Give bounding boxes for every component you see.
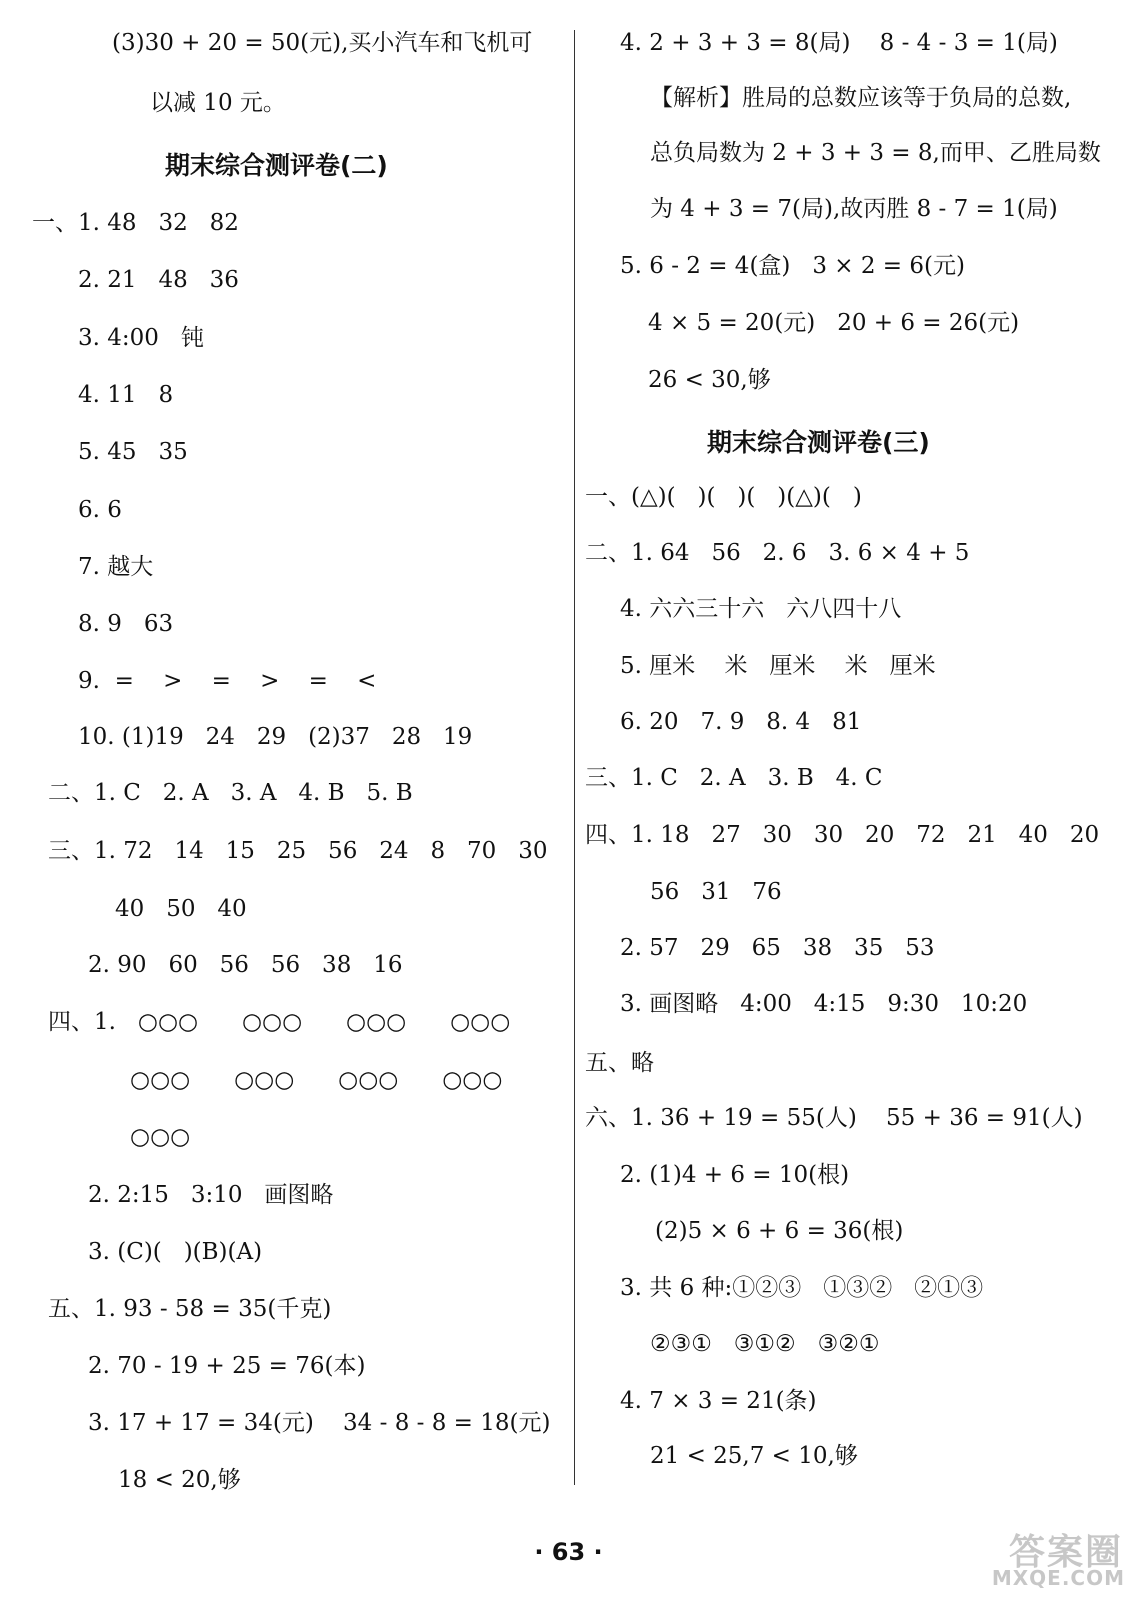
answer-line: 4. 11 8 <box>78 382 174 408</box>
watermark-logo <box>979 1524 1129 1594</box>
page-number: · 63 · <box>534 1538 603 1566</box>
answer-line: 4. 六六三十六 六八四十八 <box>620 596 902 622</box>
answer-line: 一、(△)( )( )( )(△)( ) <box>585 484 862 510</box>
answer-line: 3. 4:00 钝 <box>78 325 204 351</box>
answer-line: 2. 57 29 65 38 35 53 <box>620 935 935 961</box>
section-title: 期末综合测评卷(三) <box>707 428 930 457</box>
answer-line: 7. 越大 <box>78 554 154 580</box>
answer-line: 26 < 30,够 <box>648 367 771 393</box>
answer-line: 8. 9 63 <box>78 611 174 637</box>
answer-line: 4 × 5 = 20(元) 20 + 6 = 26(元) <box>648 310 1020 336</box>
watermark-text: 答案圈 <box>1008 1532 1123 1573</box>
answer-line: 五、略 <box>585 1050 654 1076</box>
answer-line: 三、1. 72 14 15 25 56 24 8 70 30 <box>48 838 548 864</box>
answer-line: 3. 画图略 4:00 4:15 9:30 10:20 <box>620 991 1028 1017</box>
answer-line: ②③① ③①② ③②① <box>650 1331 880 1357</box>
answer-line: 2. 70 - 19 + 25 = 76(本) <box>88 1353 366 1379</box>
watermark-url: MXQE.COM <box>991 1566 1125 1590</box>
answer-line: 2. (1)4 + 6 = 10(根) <box>620 1162 850 1188</box>
answer-line: 6. 20 7. 9 8. 4 81 <box>620 709 862 735</box>
circle-row: ○○○ <box>130 1124 191 1150</box>
answer-line: 18 < 20,够 <box>118 1467 241 1493</box>
answer-line: 4. 7 × 3 = 21(条) <box>620 1388 817 1414</box>
answer-line: 21 < 25,7 < 10,够 <box>650 1443 858 1469</box>
answer-line: 5. 45 35 <box>78 439 188 465</box>
answer-line: 五、1. 93 - 58 = 35(千克) <box>48 1296 332 1322</box>
answer-line: 56 31 76 <box>650 879 782 905</box>
answer-line: 5. 厘米 米 厘米 米 厘米 <box>620 653 936 679</box>
circle-row: 四、1. ○○○ ○○○ ○○○ ○○○ <box>48 1009 511 1035</box>
explanation-line: 【解析】胜局的总数应该等于负局的总数, <box>650 85 1072 111</box>
answer-line: 二、1. 64 56 2. 6 3. 6 × 4 + 5 <box>585 540 970 566</box>
answer-line: 3. (C)( )(B)(A) <box>88 1239 263 1265</box>
explanation-line: 为 4 + 3 = 7(局),故丙胜 8 - 7 = 1(局) <box>650 196 1058 222</box>
answer-line: 5. 6 - 2 = 4(盒) 3 × 2 = 6(元) <box>620 253 965 279</box>
answer-line: 二、1. C 2. A 3. A 4. B 5. B <box>48 780 413 806</box>
answer-line: 四、1. 18 27 30 30 20 72 21 40 20 <box>585 822 1100 848</box>
answer-line: 6. 6 <box>78 497 122 523</box>
answer-line: 三、1. C 2. A 3. B 4. C <box>585 765 883 791</box>
column-divider <box>574 30 575 1485</box>
answer-line: 2. 2:15 3:10 画图略 <box>88 1182 334 1208</box>
answer-line: 4. 2 + 3 + 3 = 8(局) 8 - 4 - 3 = 1(局) <box>620 30 1058 56</box>
answer-line: 9. = > = > = < <box>78 668 377 694</box>
circle-row: ○○○ ○○○ ○○○ ○○○ <box>130 1067 503 1093</box>
answer-line: (3)30 + 20 = 50(元),买小汽车和飞机可 <box>112 30 533 56</box>
answer-line: 3. 17 + 17 = 34(元) 34 - 8 - 8 = 18(元) <box>88 1410 551 1436</box>
answer-line: 以减 10 元。 <box>150 90 286 116</box>
answer-line: 六、1. 36 + 19 = 55(人) 55 + 36 = 91(人) <box>585 1105 1083 1131</box>
answer-line: 一、1. 48 32 82 <box>32 210 239 236</box>
answer-line: 3. 共 6 种:①②③ ①③② ②①③ <box>620 1275 984 1301</box>
answer-line: (2)5 × 6 + 6 = 36(根) <box>655 1218 904 1244</box>
answer-line: 10. (1)19 24 29 (2)37 28 19 <box>78 724 473 750</box>
answer-line: 2. 90 60 56 56 38 16 <box>88 952 403 978</box>
answer-line: 2. 21 48 36 <box>78 267 239 293</box>
section-title: 期末综合测评卷(二) <box>165 151 388 180</box>
explanation-line: 总负局数为 2 + 3 + 3 = 8,而甲、乙胜局数 <box>650 140 1101 166</box>
answer-line: 40 50 40 <box>115 896 247 922</box>
